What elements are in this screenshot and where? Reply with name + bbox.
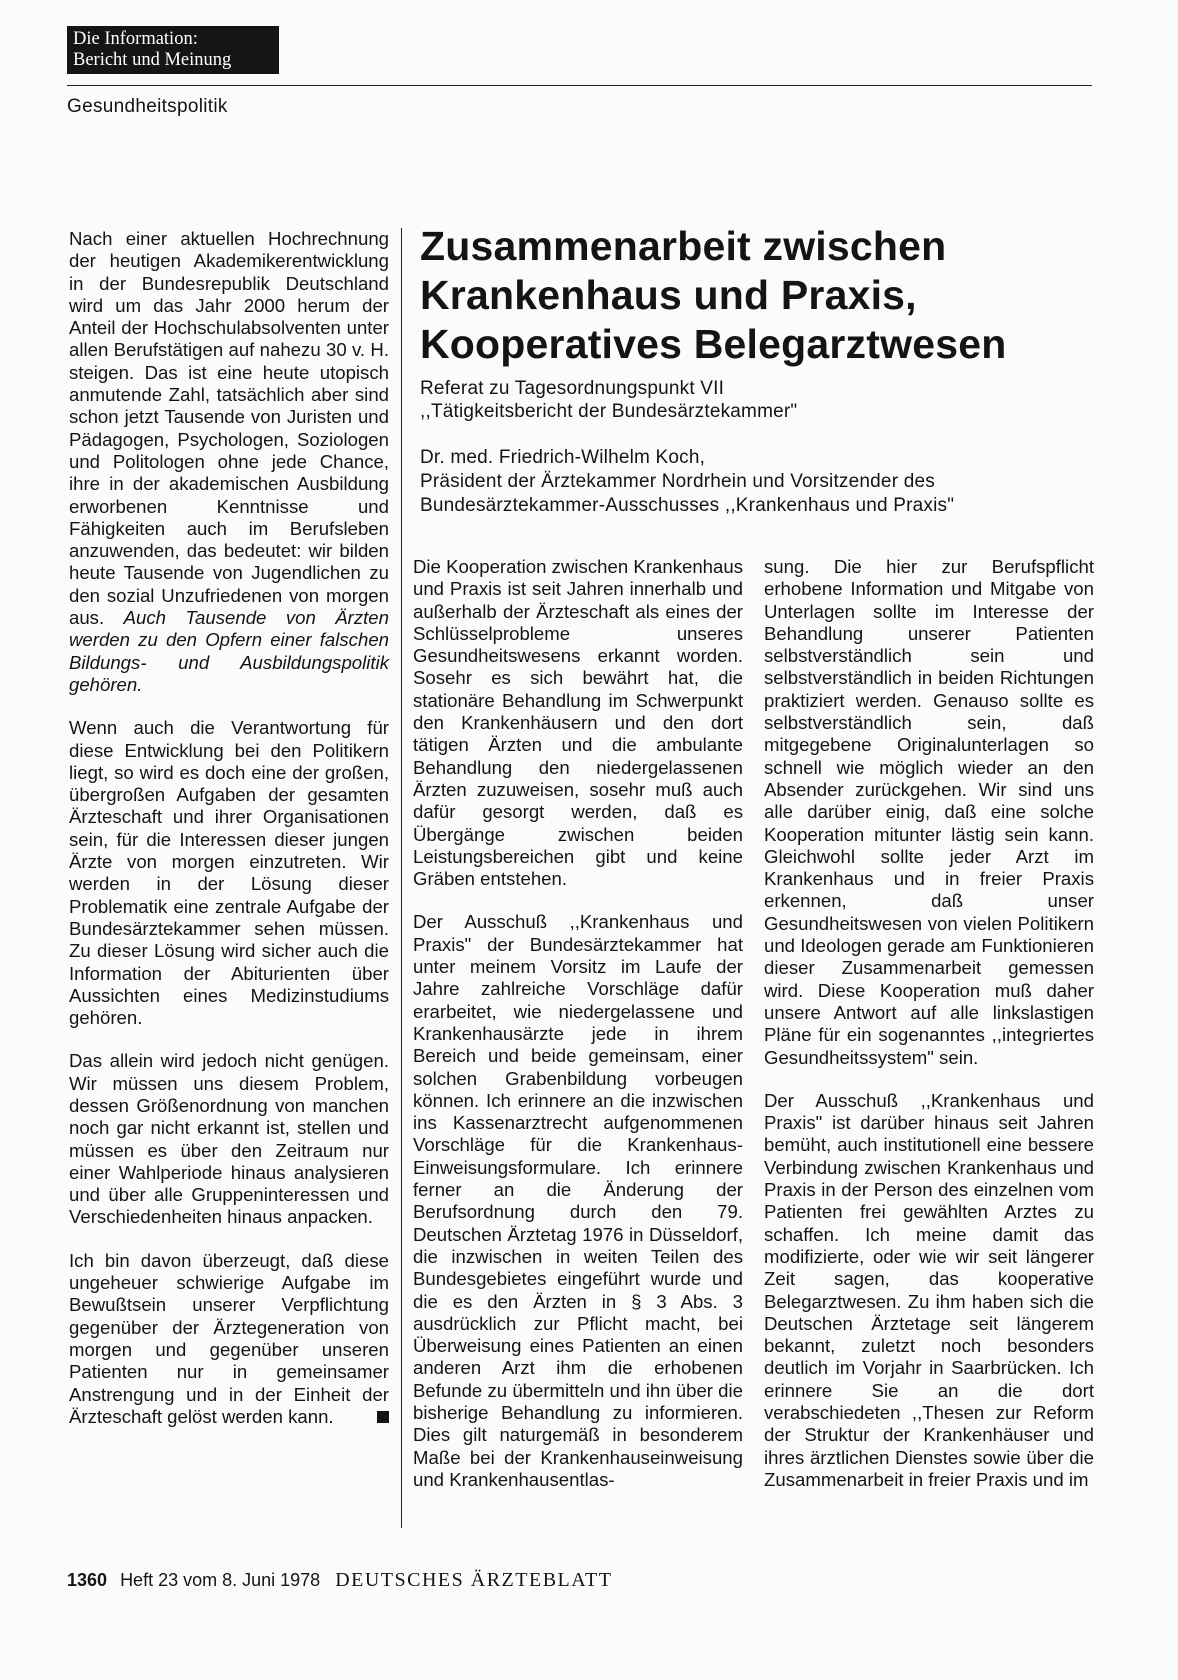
article-subtitle	[420, 377, 1100, 423]
title-line-2: Krankenhaus und Praxis,	[420, 272, 917, 318]
rubric-line-1: Die Information:	[73, 29, 198, 49]
title-line-1: Zusammenarbeit zwischen	[420, 223, 947, 269]
article-title	[420, 222, 1100, 369]
right-column	[764, 556, 1094, 1512]
author-line-3: Bundesärztekammer-Ausschusses ,,Krankenhaus und Praxis"	[420, 495, 955, 516]
issue-info: Heft 23 vom 8. Juni 1978	[120, 1570, 321, 1590]
paragraph: Wenn auch die Verantwortung für diese Entwicklung bei den Politikern liegt, so wird es doch eine der großen, übergroßen Aufgaben der gesamten Ärzteschaft und ihrer Organisationen sein, für die Interessen dieser jungen Ärzte von morgen einzutreten. Wir werden in der Lösung dieser Problematik eine zentrale Aufgabe der Bundesärztekammer sehen müssen. Zu dieser Lösung wird sicher auch die Information der Abiturienten über Aussichten eines Medizinstudiums gehören.	[69, 717, 389, 1029]
middle-column	[413, 556, 743, 1512]
end-of-article-mark	[377, 1411, 389, 1423]
subtitle-line-1: Referat zu Tagesordnungspunkt VII	[420, 378, 725, 399]
paragraph-text: Ich bin davon überzeugt, daß diese ungeheuer schwierige Aufgabe im Bewußtsein unserer Verpflichtung gegenüber der Ärztegeneration von morgen und gegenüber unseren Patienten nur in gemeinsamer Anstrengung und in der Einheit der Ärzteschaft gelöst werden kann.	[69, 1249, 389, 1427]
header-rule	[67, 85, 1092, 86]
title-line-3: Kooperatives Belegarztwesen	[420, 321, 1007, 367]
paragraph: sung. Die hier zur Berufspflicht erhobene Information und Mitgabe von Unterlagen sollte im Interesse der Behandlung unserer Patienten selbstverständlich sein und selbstverständlich in beiden Richtungen praktiziert werden. Genauso sollte es selbstverständlich sein, daß mitgegebene Originalunterlagen so schnell wie möglich wieder an den Absender zurückgehen. Wir sind uns alle darüber einig, daß eine solche Kooperation mitunter lästig sein kann. Gleichwohl sollte jeder Arzt im Krankenhaus und in freier Praxis erkennen, daß unser Gesundheitswesen von vielen Politikern und Ideologen gerade am Funktionieren dieser Zusammenarbeit gemessen wird. Diese Kooperation muß daher unsere Antwort auf alle linkslastigen Pläne für ein sogenanntes ,,integriertes Gesundheitssystem" sein.	[764, 556, 1094, 1068]
paragraph-text: Nach einer aktuellen Hochrechnung der heutigen Akademikerentwicklung in der Bundesrepublik Deutschland wird um das Jahr 2000 herum der Anteil der Hochschulabsolventen unter allen Berufstätigen auf nahezu 30 v. H. steigen. Das ist eine heute utopisch anmutende Zahl, tatsächlich aber sind schon jetzt Tausende von Juristen und Pädagogen, Psychologen, Soziologen und Politologen ohne jede Chance, ihre in der akademischen Ausbildung erworbenen Kenntnisse und Fähigkeiten auch im Berufsleben anzuwenden, das bedeutet: wir bilden heute Tausende von Jugendlichen zu den sozial Unzufriedenen von morgen aus.	[69, 228, 389, 629]
paragraph: Die Kooperation zwischen Krankenhaus und Praxis ist seit Jahren innerhalb und außerhalb der Ärzteschaft als eines der Schlüsselprobleme unseres Gesundheitswesens erkannt worden. Sosehr es sich bewährt hat, die stationäre Behandlung im Schwerpunkt den Krankenhäusern und den dort tätigen Ärzten und die ambulante Behandlung den niedergelassenen Ärzten zuzuweisen, sosehr muß auch dafür gesorgt werden, daß es Übergänge zwischen beiden Leistungsbereichen gibt und keine Gräben entstehen.	[413, 556, 743, 890]
page-footer	[67, 1569, 612, 1592]
rubric-badge	[67, 26, 279, 74]
paragraph: Der Ausschuß ,,Krankenhaus und Praxis" der Bundesärztekammer hat unter meinem Vorsitz im Laufe der Jahre zahlreiche Vorschläge dafür erarbeitet, wie niedergelassene und Krankenhausärzte jede in ihrem Bereich und beide gemeinsam, einer solchen Grabenbildung vorbeugen können. Ich erinnere an die inzwischen ins Kassenarztrecht aufgenommenen Vorschläge für die Krankenhaus-Einweisungsformulare. Ich erinnere ferner an die Änderung der Berufsordnung durch den 79. Deutschen Ärztetag 1976 in Düsseldorf, die inzwischen in weiten Teilen des Bundesgebietes eingeführt wurde und die es den Ärzten in § 3 Abs. 3 ausdrücklich zur Pflicht macht, bei Überweisung eines Patienten an einen anderen Arzt ihm die erhobenen Befunde zu übermitteln und ihn über die bisherige Behandlung zu informieren. Dies gilt naturgemäß in besonderem Maße bei der Krankenhauseinweisung und Krankenhausentlas-	[413, 911, 743, 1490]
article-author	[420, 446, 1120, 518]
author-line-1: Dr. med. Friedrich-Wilhelm Koch,	[420, 447, 706, 468]
paragraph: Das allein wird jedoch nicht genügen. Wir müssen uns diesem Problem, dessen Größenordnung von manchen noch gar nicht erkannt ist, stellen und müssen es über den Zeitraum nur einer Wahlperiode hinaus analysieren und über alle Gruppeninteressen und Verschiedenheiten hinaus anpacken.	[69, 1050, 389, 1228]
rubric-line-2: Bericht und Meinung	[73, 50, 232, 70]
author-line-2: Präsident der Ärztekammer Nordrhein und Vorsitzender des	[420, 471, 935, 492]
column-divider	[401, 228, 402, 1528]
subtitle-line-2: ,,Tätigkeitsbericht der Bundesärztekammer"	[420, 401, 798, 422]
paragraph-italic-text: Auch Tausende von Ärzten werden zu den Opfern einer falschen Bildungs- und Ausbildungspolitik gehören.	[69, 607, 389, 695]
magazine-name: DEUTSCHES ÄRZTEBLATT	[335, 1569, 613, 1591]
paragraph	[69, 1250, 389, 1428]
paragraph: Der Ausschuß ,,Krankenhaus und Praxis" ist darüber hinaus seit Jahren bemüht, auch institutionell eine bessere Verbindung zwischen Krankenhaus und Praxis in der Person des einzelnen vom Patienten frei gewählten Arztes zu schaffen. Ich meine damit das modifizierte, oder wie wir seit längerer Zeit sagen, das kooperative Belegarztwesen. Zu ihm haben sich die Deutschen Ärztetage seit längerem bekannt, zuletzt noch besonders deutlich im Vorjahr in Saarbrücken. Ich erinnere Sie an die dort verabschiedeten ,,Thesen zur Reform der Struktur der Krankenhäuser und ihres ärztlichen Dienstes sowie über die Zusammenarbeit in freier Praxis und im	[764, 1089, 1094, 1490]
page-number: 1360	[67, 1570, 108, 1590]
left-column	[69, 228, 389, 1449]
section-label: Gesundheitspolitik	[67, 96, 228, 117]
paragraph	[69, 228, 389, 696]
